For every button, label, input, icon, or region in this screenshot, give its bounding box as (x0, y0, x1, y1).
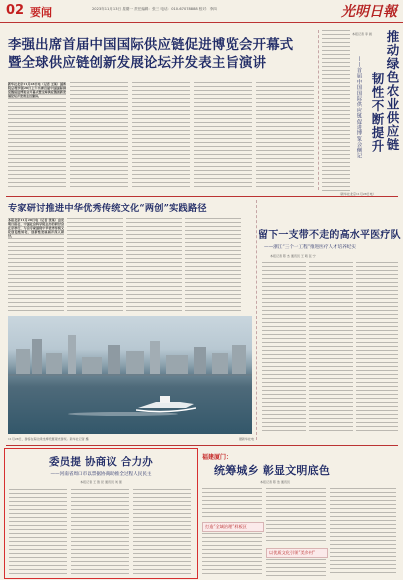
bottom-left-subtitle: ——河南省周口市以票据协商助推全过程人民民主 (50, 472, 152, 477)
top-story-col-2 (70, 82, 128, 190)
top-story-col-1 (8, 82, 66, 190)
mid-story-col-2 (67, 218, 123, 314)
newspaper-masthead: 光明日報 (341, 4, 397, 20)
top-headline-line1: 李强出席首届中国国际供应链促进博览会开幕式 (8, 37, 294, 53)
right-feature-byline: 本报记者 李 晨 (352, 32, 372, 36)
top-story-col-5 (256, 82, 314, 190)
right-story-headline: 留下一支带不走的高水平医疗队 (258, 230, 401, 241)
right-story-byline: 本报记者 陈 杰 通讯员 王 萌 张 宁 (270, 254, 316, 258)
mid-story-col-4 (185, 218, 241, 314)
section-title: 要闻 (30, 6, 52, 19)
right-feature-subtitle: ——首届中国国际供应链促进博览会侧记 (356, 56, 362, 159)
section-rule-2 (6, 445, 398, 446)
bottom-left-col-2 (71, 489, 129, 575)
right-feature-title-line1: 推动绿色农业供应链 (385, 30, 400, 152)
bottom-right-box-2 (266, 548, 328, 558)
news-photo (8, 316, 252, 434)
jet-ski-icon (136, 392, 196, 414)
right-story-col-1 (262, 262, 306, 432)
section-rule-1 (6, 196, 398, 197)
bottom-left-col-3 (133, 489, 191, 575)
right-story-subtitle: ——浙江“三个一工程”推进医疗人才培养纪实 (264, 245, 356, 250)
bottom-right-col-1 (202, 488, 262, 518)
bottom-left-byline: 本报记者 王 胜 昆 通讯员 刘 蕾 (80, 480, 122, 484)
bottom-right-col-1b (202, 533, 262, 576)
bottom-right-box-1-label: 打造“全域治理”样板区 (205, 524, 247, 529)
right-story-col-3 (356, 262, 398, 432)
bottom-right-headline: 统筹城乡 彰显文明底色 (214, 464, 331, 477)
top-story-lede: 新华社北京11月28日电（记者 王某）国务院总理李强28日上午出席首届中国国际供应链促进博览会开幕式暨全球供应链创新发展论坛并发表主旨演讲。 (8, 82, 66, 99)
right-story-col-2 (309, 262, 353, 432)
mid-story-col-1 (8, 218, 64, 314)
right-feature-source: （新华社北京11月28日电） (338, 192, 376, 196)
right-feature-title-line2: 韧性不断提升 (370, 72, 385, 153)
bottom-right-box-1 (202, 522, 264, 532)
right-feature-body (322, 30, 350, 192)
bottom-right-col-2 (266, 488, 326, 544)
bottom-right-tag: 福建厦门： (202, 454, 233, 461)
bottom-left-col-1 (9, 489, 67, 575)
page-meta: 2023年11月13日 星期一 责任编辑：张三 电话：010-67078888 校对：李四 (92, 7, 217, 11)
bottom-right-byline: 本报记者 陈 浩 通讯员 (260, 480, 290, 484)
mid-column-divider (256, 200, 257, 440)
top-story-col-3 (132, 82, 190, 190)
top-story-col-4 (194, 82, 252, 190)
mid-story-lede: 本报北京11月28日电（记者 张某）由光明日报社、中国社会科学院主办的研讨会在京举行，与会专家围绕中华优秀传统文化创造性转化、创新性发展展开深入研讨。 (8, 218, 64, 239)
top-headline-line2: 暨全球供应链创新发展论坛并发表主旨演讲 (8, 55, 267, 71)
bottom-right-col-2b (266, 559, 326, 577)
bottom-right-col-3 (330, 488, 396, 576)
page-number: 02 (6, 3, 25, 18)
mid-story-col-3 (126, 218, 182, 314)
bottom-right-box-2-label: 以优质文化引领“美乡村” (269, 550, 316, 555)
page-header (0, 0, 403, 23)
photo-caption: 11月28日，游客在海边乘坐摩托艇观光游玩。新华社记者 摄 (8, 437, 89, 441)
mid-headline: 专家研讨推进中华优秀传统文化“两创”实践路径 (8, 203, 207, 214)
bottom-left-headline: 委员提 协商议 合力办 (48, 456, 153, 468)
highlighted-article-box[interactable] (4, 448, 198, 579)
photo-credit: 据新华社电 (238, 437, 254, 441)
column-divider (318, 30, 319, 190)
